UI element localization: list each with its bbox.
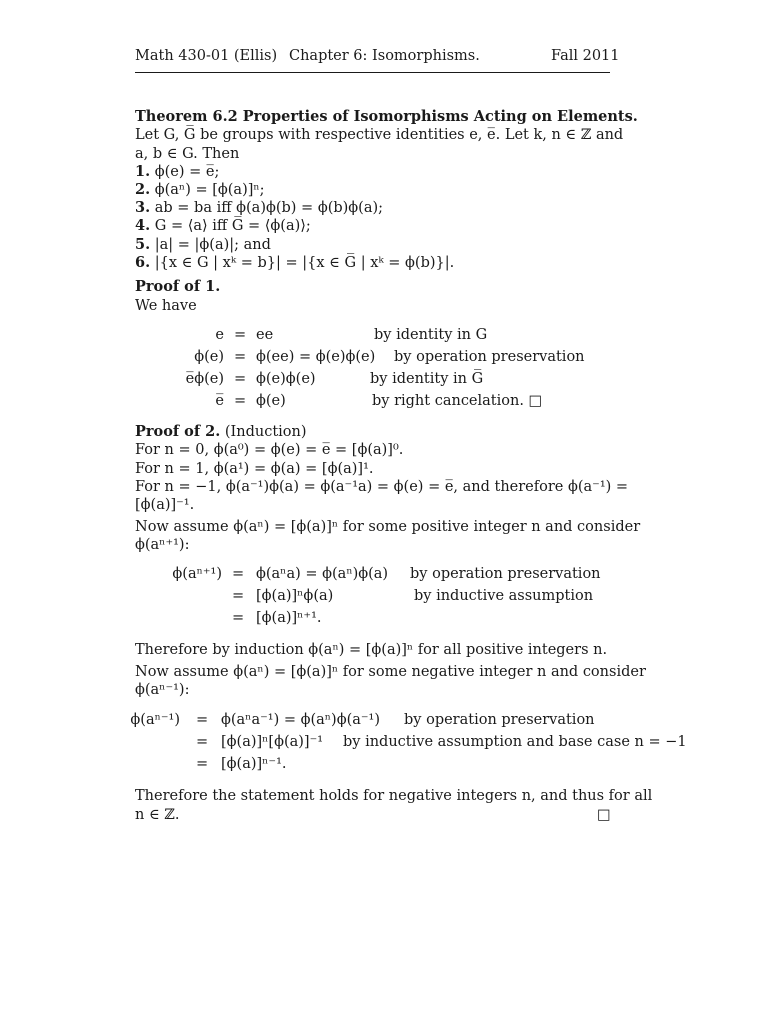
proof1-equals: = xyxy=(234,371,247,387)
proof2-pos-rhs: ϕ(aⁿa) = ϕ(aⁿ)ϕ(a) xyxy=(256,566,389,582)
proof2-pos-justification: by inductive assumption xyxy=(414,588,594,604)
proof2-final: Therefore the statement holds for negative integers n, and thus for all xyxy=(135,788,653,804)
proof2-pos-lhs: ϕ(aⁿ⁺¹) xyxy=(172,566,222,582)
header-course: Math 430-01 (Ellis) xyxy=(135,48,278,64)
proof1-justification: by identity in G xyxy=(374,327,488,343)
proof2-neg-equals: = xyxy=(196,756,209,772)
theorem-item-number: 5. xyxy=(135,236,151,253)
theorem-item-text: |{x ∈ G | xᵏ = b}| = |{x ∈ G̅ | xᵏ = ϕ(b)}|. xyxy=(154,255,455,271)
proof2-neg-rhs: [ϕ(a)]ⁿ[ϕ(a)]⁻¹ xyxy=(221,734,324,750)
theorem-item-text: ϕ(e) = e̅; xyxy=(154,164,220,180)
header-chapter: Chapter 6: Isomorphisms. xyxy=(289,48,480,64)
proof1-equals: = xyxy=(234,349,247,365)
proof2-heading xyxy=(135,423,307,441)
proof2-pos-equals: = xyxy=(232,588,245,604)
theorem-intro-line-2: a, b ∈ G. Then xyxy=(135,146,240,162)
proof2-pos-conclusion: Therefore by induction ϕ(aⁿ) = [ϕ(a)]ⁿ for all positive integers n. xyxy=(135,642,608,658)
proof2-neg-rhs: ϕ(aⁿa⁻¹) = ϕ(aⁿ)ϕ(a⁻¹) xyxy=(221,712,381,728)
theorem-intro-line-1: Let G, G̅ be groups with respective identities e, e̅. Let k, n ∈ ℤ and xyxy=(135,127,624,143)
proof1-lhs: e̅ϕ(e) xyxy=(185,371,224,387)
proof1-justification: by operation preservation xyxy=(394,349,585,365)
theorem-item xyxy=(135,217,311,235)
qed-symbol: □ xyxy=(597,807,611,823)
theorem-title: Theorem 6.2 Properties of Isomorphisms Acting on Elements. xyxy=(135,108,638,125)
proof1-title: Proof of 1. xyxy=(135,278,221,295)
proof2-pos-equals: = xyxy=(232,566,245,582)
theorem-item xyxy=(135,181,265,199)
theorem-item-text: G = ⟨a⟩ iff G̅ = ⟨ϕ(a)⟩; xyxy=(154,218,311,234)
proof1-rhs: ϕ(e)ϕ(e) xyxy=(256,371,316,387)
proof2-neg-lhs: ϕ(aⁿ⁻¹) xyxy=(130,712,180,728)
theorem-item-number: 6. xyxy=(135,254,151,271)
proof1-lhs: ϕ(e) xyxy=(194,349,224,365)
proof1-equals: = xyxy=(234,393,247,409)
proof2-neg-rhs: [ϕ(a)]ⁿ⁻¹. xyxy=(221,756,287,772)
theorem-item xyxy=(135,199,383,217)
proof1-lhs: e xyxy=(215,327,224,343)
theorem-item xyxy=(135,254,454,272)
theorem-item-number: 1. xyxy=(135,163,151,180)
theorem-item-text: ϕ(aⁿ) = [ϕ(a)]ⁿ; xyxy=(154,182,265,198)
header-rule xyxy=(135,72,610,73)
proof1-rhs: ϕ(e) xyxy=(256,393,286,409)
proof1-rhs: ee xyxy=(256,327,274,343)
proof2-line: For n = −1, ϕ(a⁻¹)ϕ(a) = ϕ(a⁻¹a) = ϕ(e) = e̅, and therefore ϕ(a⁻¹) = xyxy=(135,479,629,495)
proof2-pos-equals: = xyxy=(232,610,245,626)
proof1-justification: by identity in G̅ xyxy=(370,371,484,387)
proof2-neg-equals: = xyxy=(196,734,209,750)
header-term: Fall 2011 xyxy=(551,48,620,64)
proof1-rhs: ϕ(ee) = ϕ(e)ϕ(e) xyxy=(256,349,376,365)
proof2-title: Proof of 2. xyxy=(135,423,221,440)
proof2-pos-rhs: [ϕ(a)]ⁿ⁺¹. xyxy=(256,610,322,626)
theorem-item xyxy=(135,163,219,181)
theorem-item-number: 4. xyxy=(135,217,151,234)
proof2-line: [ϕ(a)]⁻¹. xyxy=(135,497,195,513)
proof2-line: Now assume ϕ(aⁿ) = [ϕ(a)]ⁿ for some positive integer n and consider xyxy=(135,519,641,535)
proof2-title-note: (Induction) xyxy=(224,424,307,440)
theorem-item-text: |a| = |ϕ(a)|; and xyxy=(154,237,271,253)
theorem-item-text: ab = ba iff ϕ(a)ϕ(b) = ϕ(b)ϕ(a); xyxy=(154,200,384,216)
proof2-neg-justification: by operation preservation xyxy=(404,712,595,728)
proof2-pos-justification: by operation preservation xyxy=(410,566,601,582)
proof2-line: For n = 1, ϕ(a¹) = ϕ(a) = [ϕ(a)]¹. xyxy=(135,461,374,477)
proof2-pos-rhs: [ϕ(a)]ⁿϕ(a) xyxy=(256,588,334,604)
proof1-lhs: e̅ xyxy=(215,393,224,409)
proof1-equals: = xyxy=(234,327,247,343)
proof2-line: ϕ(aⁿ⁺¹): xyxy=(135,537,190,553)
theorem-item-number: 3. xyxy=(135,199,151,216)
proof2-neg-intro: ϕ(aⁿ⁻¹): xyxy=(135,682,190,698)
proof2-neg-justification: by inductive assumption and base case n = −1 xyxy=(343,734,687,750)
proof1-intro: We have xyxy=(135,298,197,314)
theorem-item-number: 2. xyxy=(135,181,151,198)
theorem-item xyxy=(135,236,271,254)
proof2-final: n ∈ ℤ. xyxy=(135,807,180,823)
proof2-neg-intro: Now assume ϕ(aⁿ) = [ϕ(a)]ⁿ for some negative integer n and consider xyxy=(135,664,646,680)
proof2-neg-equals: = xyxy=(196,712,209,728)
proof1-justification: by right cancelation. □ xyxy=(372,393,543,409)
proof2-line: For n = 0, ϕ(a⁰) = ϕ(e) = e̅ = [ϕ(a)]⁰. xyxy=(135,442,404,458)
